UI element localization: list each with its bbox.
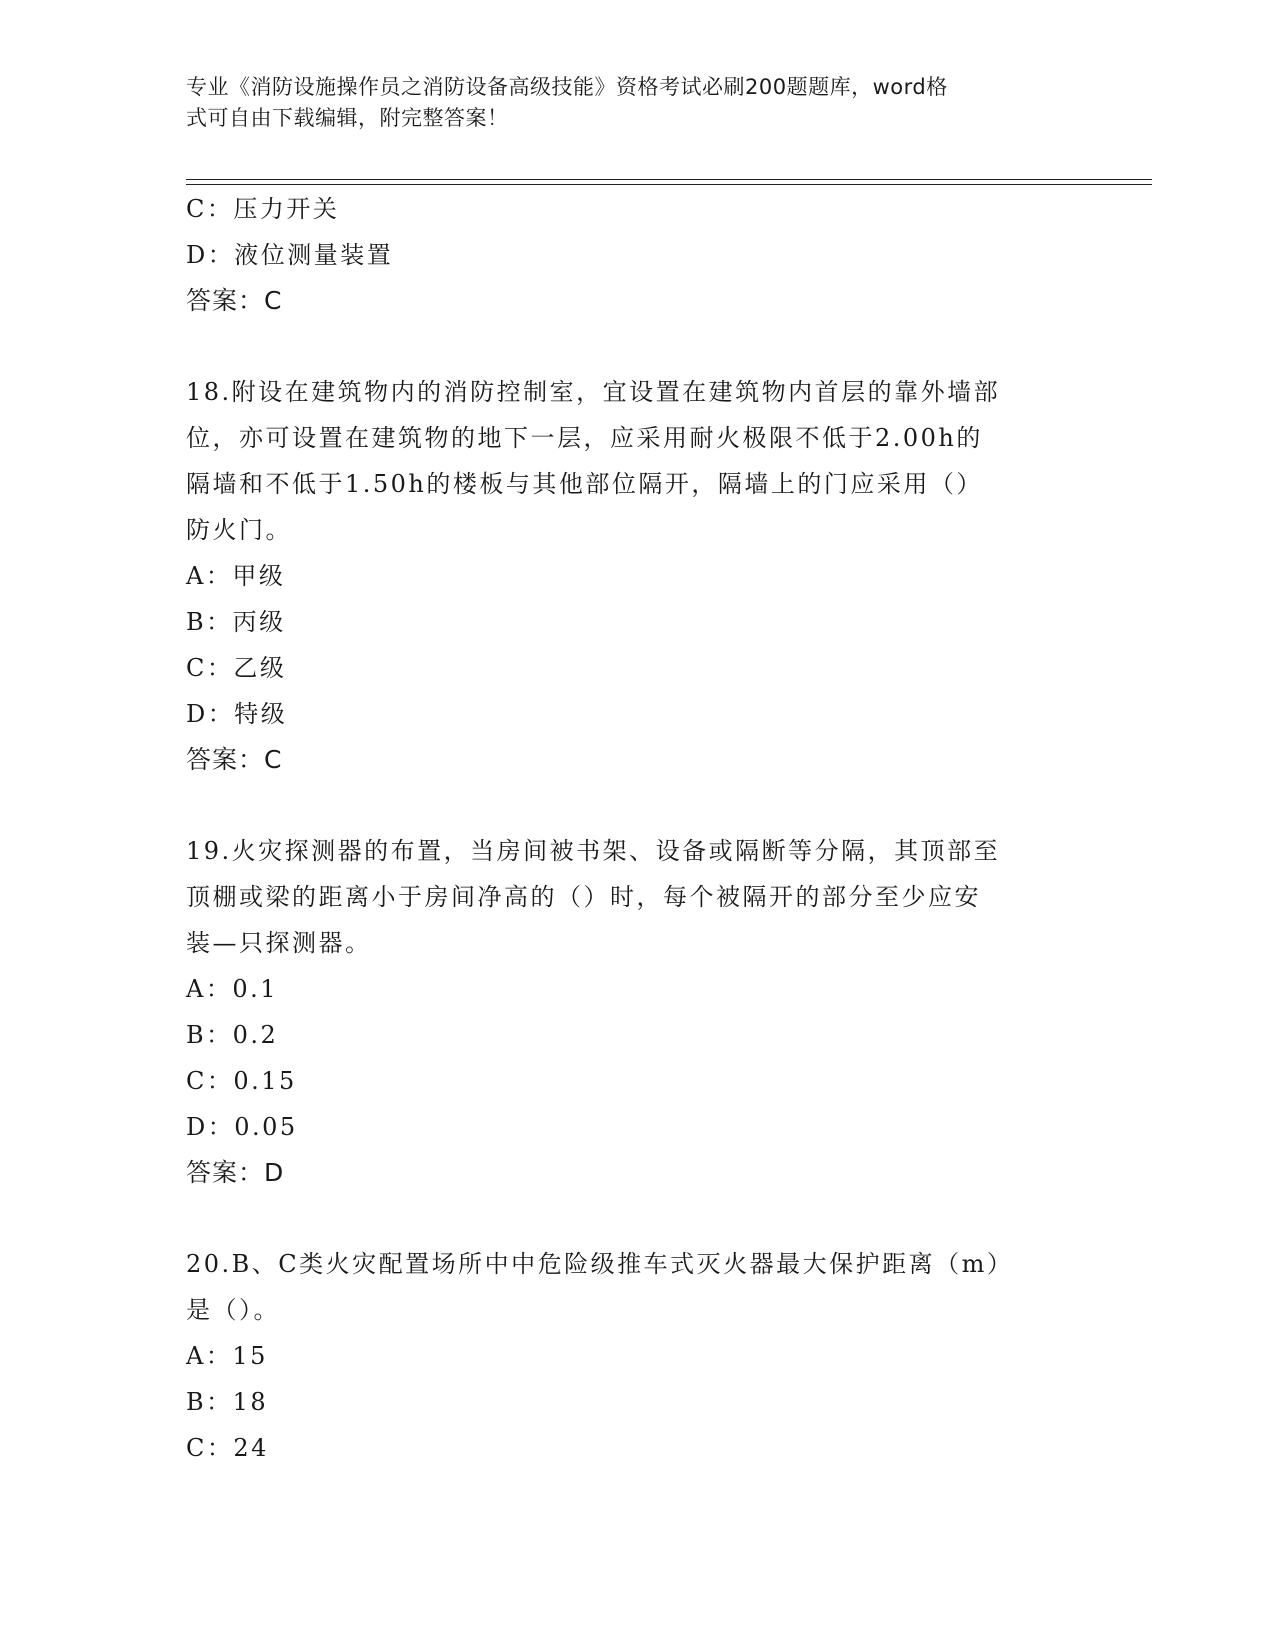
option-a: A：15: [186, 1342, 268, 1370]
question-stem-line: 是（）。: [186, 1296, 280, 1324]
question-18: [186, 369, 1086, 783]
question-stem-line: 装—只探测器。: [186, 929, 372, 957]
option-c: C：乙级: [186, 654, 287, 682]
header-line-1: 专业《消防设施操作员之消防设备高级技能》资格考试必刷200题题库，word格: [186, 75, 948, 99]
option-b: B：丙级: [186, 608, 286, 636]
option-b: B：0.2: [186, 1021, 279, 1049]
header-divider-top: [186, 179, 1152, 180]
question-stem-line: 20.B、C类火灾配置场所中中危险级推车式灭火器最大保护距离（m）: [186, 1250, 1014, 1278]
spacer: [186, 1196, 1086, 1241]
option-d: D：特级: [186, 700, 288, 728]
option-c: C：0.15: [186, 1067, 297, 1095]
option-d: D：0.05: [186, 1113, 298, 1141]
spacer: [186, 783, 1086, 828]
spacer: [186, 324, 1086, 369]
question-list: [186, 186, 1086, 1471]
question-19: [186, 828, 1086, 1196]
question-stem-line: 防火门。: [186, 516, 292, 544]
answer-label: 答案：C: [186, 745, 283, 774]
question-stem-line: 顶棚或梁的距离小于房间净高的（）时，每个被隔开的部分至少应安: [186, 883, 981, 911]
option-c: C：压力开关: [186, 195, 340, 223]
answer-label: 答案：D: [186, 1158, 285, 1187]
question-stem-line: 隔墙和不低于1.50h的楼板与其他部位隔开，隔墙上的门应采用（）: [186, 470, 983, 498]
question-stem-line: 位，亦可设置在建筑物的地下一层，应采用耐火极限不低于2.00h的: [186, 424, 983, 452]
question-20: [186, 1241, 1086, 1471]
option-a: A：甲级: [186, 562, 286, 590]
question-stem-line: 18.附设在建筑物内的消防控制室，宜设置在建筑物内首层的靠外墙部: [186, 378, 1001, 406]
header-line-2: 式可自由下载编辑，附完整答案！: [186, 106, 509, 130]
option-b: B：18: [186, 1388, 269, 1416]
answer-label: 答案：C: [186, 286, 283, 315]
option-d: D：液位测量装置: [186, 241, 394, 269]
document-header: [186, 72, 1066, 134]
header-divider-bottom: [186, 184, 1152, 185]
option-a: A：0.1: [186, 975, 278, 1003]
question-stem-line: 19.火灾探测器的布置，当房间被书架、设备或隔断等分隔，其顶部至: [186, 837, 1001, 865]
question-17-tail: [186, 186, 1086, 324]
option-c: C：24: [186, 1434, 269, 1462]
